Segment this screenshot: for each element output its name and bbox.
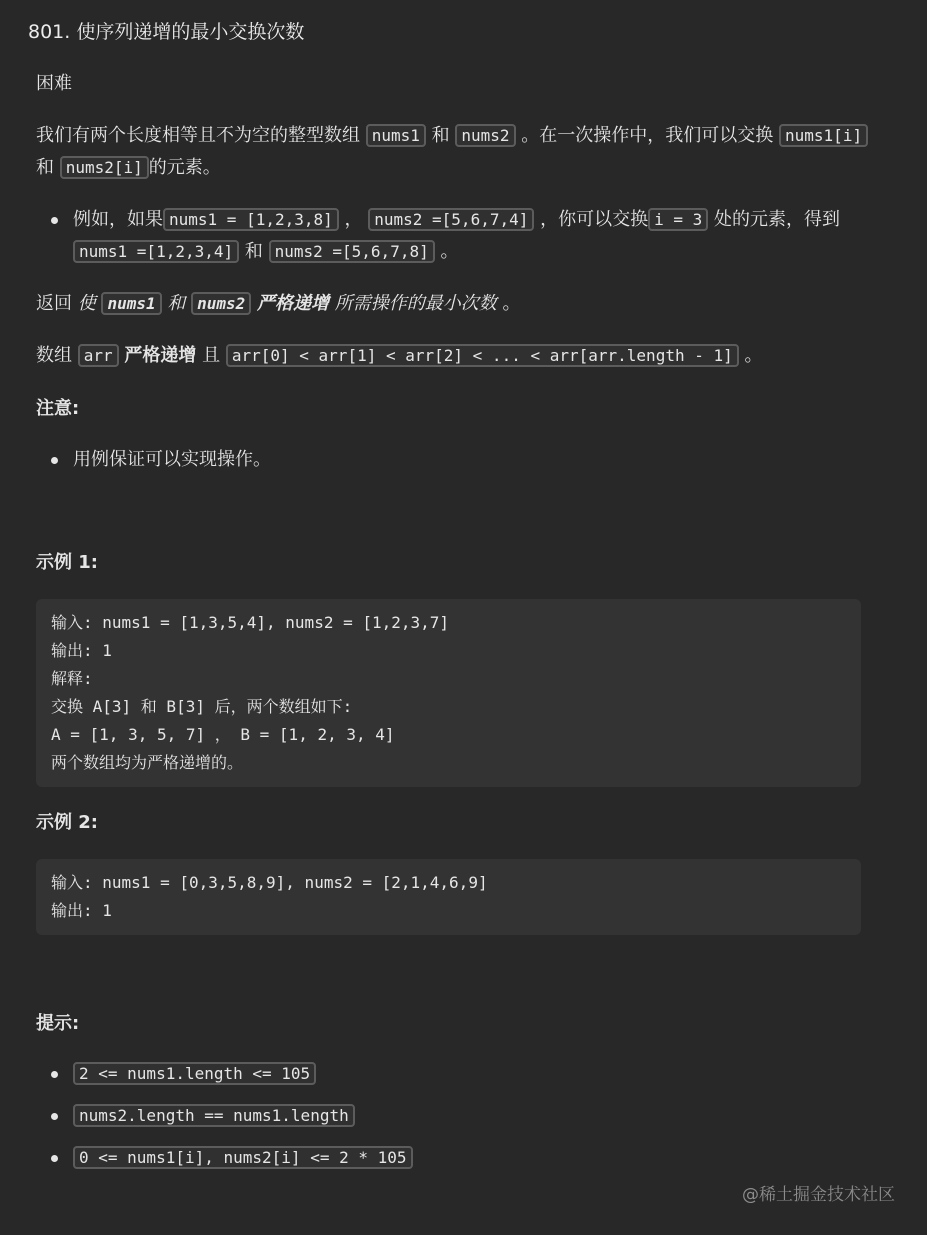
tips-heading: 提示: xyxy=(36,1013,80,1034)
tips-list xyxy=(36,1058,876,1184)
watermark: @稀土掘金技术社区 xyxy=(742,1185,895,1205)
bullet-text: ，你可以交换 xyxy=(540,209,649,230)
difficulty-label: 困难 xyxy=(36,73,72,94)
return-paragraph xyxy=(36,288,876,320)
note-heading: 注意: xyxy=(36,398,80,419)
note-list xyxy=(36,444,876,476)
inline-code: arr[0] < arr[1] < arr[2] < ... < arr[arr.length - 1] xyxy=(226,344,739,367)
example-2-heading: 示例 2: xyxy=(36,812,98,833)
inline-code: 2 <= nums1.length <= 105 xyxy=(73,1062,316,1085)
return-emphasis: 所需操作的最小次数 xyxy=(334,293,497,314)
return-emphasis: 使 xyxy=(77,293,96,314)
inline-code: nums1 = [1,2,3,8] xyxy=(163,208,339,231)
inline-code: nums2[i] xyxy=(60,156,149,179)
inline-code: i = 3 xyxy=(648,208,708,231)
example-1-code-block: 输入: nums1 = [1,3,5,4], nums2 = [1,2,3,7] 输出: 1 解释: 交换 A[3] 和 B[3] 后，两个数组如下: A = [1, 3, 5, 7] ， B = [1, 2, 3, 4] 两个数组均为严格递增的。 xyxy=(36,599,861,787)
definition-text: 。 xyxy=(744,345,763,366)
list-item xyxy=(36,1142,876,1174)
definition-text: 数组 xyxy=(36,345,72,366)
list-item xyxy=(36,204,876,268)
list-item: 用例保证可以实现操作。 xyxy=(36,444,876,476)
return-text: 返回 xyxy=(36,293,72,314)
inline-code: nums2 xyxy=(455,124,515,147)
inline-code: arr xyxy=(78,344,119,367)
bullet-text: 和 xyxy=(244,241,263,262)
inline-code: nums1[i] xyxy=(779,124,868,147)
problem-title: 801. 使序列递增的最小交换次数 xyxy=(28,21,305,43)
return-bold-emphasis: 严格递增 xyxy=(257,293,330,314)
intro-paragraph xyxy=(36,120,876,184)
return-emphasis: 和 xyxy=(167,293,186,314)
inline-code: 0 <= nums1[i], nums2[i] <= 2 * 105 xyxy=(73,1146,413,1169)
example-bullet-list xyxy=(36,204,876,268)
intro-text: 和 xyxy=(431,125,450,146)
definition-paragraph xyxy=(36,340,876,372)
inline-code: nums2 =[5,6,7,4] xyxy=(368,208,534,231)
intro-text: 。在一次操作中，我们可以交换 xyxy=(521,125,774,146)
example-2-code-block: 输入: nums1 = [0,3,5,8,9], nums2 = [2,1,4,6,9] 输出: 1 xyxy=(36,859,861,935)
intro-text: 和 xyxy=(36,157,54,178)
list-item xyxy=(36,1100,876,1132)
inline-code: nums2 xyxy=(191,292,251,315)
definition-text: 且 xyxy=(202,345,221,366)
inline-code: nums2 =[5,6,7,8] xyxy=(269,240,435,263)
bullet-text: 处的元素，得到 xyxy=(714,209,840,230)
list-item xyxy=(36,1058,876,1090)
example-1-heading: 示例 1: xyxy=(36,552,98,573)
intro-text: 的元素。 xyxy=(148,157,221,178)
bullet-text: ， xyxy=(344,209,363,230)
bullet-text: 。 xyxy=(440,241,459,262)
return-text: 。 xyxy=(502,293,521,314)
intro-text: 我们有两个长度相等且不为空的整型数组 xyxy=(36,125,360,146)
bullet-text: 例如，如果 xyxy=(73,209,163,230)
inline-code: nums2.length == nums1.length xyxy=(73,1104,355,1127)
inline-code: nums1 xyxy=(366,124,426,147)
definition-bold: 严格递增 xyxy=(124,345,197,366)
inline-code: nums1 =[1,2,3,4] xyxy=(73,240,239,263)
inline-code: nums1 xyxy=(101,292,161,315)
